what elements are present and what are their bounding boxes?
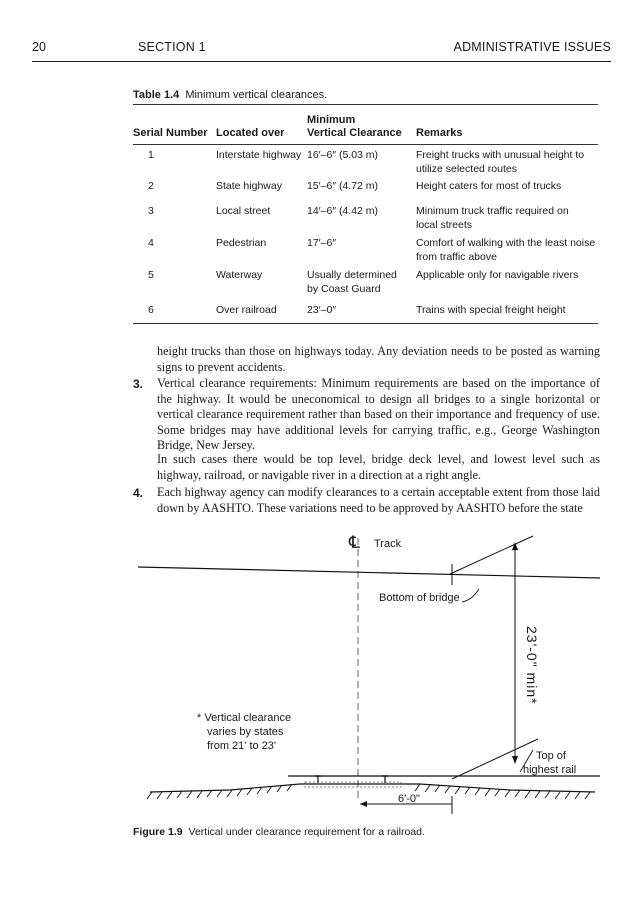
cell-clearance: 23′–0″: [307, 304, 337, 316]
bridge-bottom-line: [138, 567, 600, 578]
ground-surface: [150, 784, 595, 792]
table-caption-label: Table 1.4: [133, 89, 180, 101]
item-3-number: 3.: [133, 377, 144, 391]
cell-serial: 1: [148, 149, 154, 161]
cell-remarks: Height caters for most of trucks: [416, 180, 562, 192]
note-line-1: * Vertical clearance: [197, 712, 292, 724]
bottom-leader: [462, 589, 479, 602]
header-minimum: Minimum: [307, 114, 356, 126]
railroad-clearance-figure: [0, 528, 641, 828]
cell-remarks: Trains with special freight height: [416, 304, 566, 316]
continued-paragraph: height trucks than those on highways today. Any deviation needs to be posted as warning signs to prevent accidents.: [157, 344, 600, 374]
cell-located: Waterway: [216, 269, 263, 281]
running-header: [32, 40, 611, 60]
cell-located: Pedestrian: [216, 237, 267, 249]
track-label: Track: [374, 538, 402, 550]
cell-clearance-cont: by Coast Guard: [307, 283, 381, 295]
header-remarks: Remarks: [416, 127, 463, 139]
table-top-rule: [133, 104, 598, 105]
figure-drawing: [0, 528, 641, 828]
table-caption-text: Minimum vertical clearances.: [185, 89, 328, 101]
item-3-text: Vertical clearance requirements: Minimum requirements are based on the importance of the highway. It would be uneconomical to design all bridges to a single horizontal or vertical clearance requirement rather than based on their importance and frequency of use. Some bridges may have additional levels for carrying traffic, e.g., George Washington Bridge, New Jersey.: [157, 376, 600, 452]
note-line-2: varies by states: [207, 726, 284, 738]
item-4-text: Each highway agency can modify clearances to a certain acceptable extent from those laid down by AASHTO. These variations need to be approved by AASHTO before the state: [157, 485, 600, 515]
cell-serial: 5: [148, 269, 154, 281]
cell-serial: 6: [148, 304, 154, 316]
cell-located: Over railroad: [216, 304, 277, 316]
cell-remarks-cont: utilize selected routes: [416, 163, 517, 175]
cell-located: State highway: [216, 180, 282, 192]
cell-remarks: Freight trucks with unusual height to: [416, 149, 585, 161]
cell-clearance: 16′–6″ (5.03 m): [307, 149, 379, 161]
cell-remarks-cont: local streets: [416, 219, 473, 231]
table-caption: [133, 89, 327, 101]
bottom-of-bridge-label: Bottom of bridge: [379, 592, 460, 604]
cell-remarks: Minimum truck traffic required on: [416, 205, 569, 217]
header-located: Located over: [216, 127, 285, 139]
cell-remarks: Comfort of walking with the least noise: [416, 237, 596, 249]
clearance-table: [133, 104, 598, 326]
upper-extension-line: [450, 536, 533, 574]
cell-located: Interstate highway: [216, 149, 302, 161]
figure-caption-label: Figure 1.9: [133, 826, 183, 838]
page-number: 20: [32, 40, 46, 54]
table-bottom-rule: [133, 323, 598, 324]
rail-label-line-2: highest rail: [523, 764, 577, 776]
header-rule: [32, 61, 611, 62]
note-line-3: from 21' to 23': [207, 740, 277, 752]
offset-label: 6'-0": [398, 793, 420, 805]
figure-caption: [133, 826, 425, 838]
offset-arrow-left: [360, 801, 367, 807]
cell-clearance: 14′–6″ (4.42 m): [307, 205, 379, 217]
cell-remarks: Applicable only for navigable rivers: [416, 269, 579, 281]
cell-serial: 2: [148, 180, 154, 192]
chapter-title: ADMINISTRATIVE ISSUES: [453, 40, 611, 54]
ground-hatching: [147, 784, 590, 799]
header-serial: Serial Number: [133, 127, 208, 139]
cell-clearance: Usually determined: [307, 269, 397, 281]
cell-clearance: 17′–6″: [307, 237, 337, 249]
section-title: SECTION 1: [138, 40, 206, 54]
centerline-icon: ℄: [349, 533, 360, 552]
table-header-rule: [133, 144, 598, 145]
cell-located: Local street: [216, 205, 271, 217]
figure-caption-text: Vertical under clearance requirement for a railroad.: [188, 826, 425, 838]
cell-serial: 4: [148, 237, 154, 249]
rail-label-line-1: Top of: [536, 750, 566, 762]
cell-serial: 3: [148, 205, 154, 217]
cell-clearance: 15′–6″ (4.72 m): [307, 180, 379, 192]
dimension-arrow-bottom: [512, 756, 518, 764]
header-vertical-clearance: Vertical Clearance: [307, 127, 402, 139]
cell-remarks-cont: from traffic above: [416, 251, 497, 263]
vertical-dimension-label: 23'-0" min*: [524, 626, 540, 705]
item-4-number: 4.: [133, 486, 144, 500]
item-3-paragraph-2: In such cases there would be top level, bridge deck level, and lowest level such as highway, railroad, or navigable river in a direction at a right angle.: [157, 452, 600, 482]
